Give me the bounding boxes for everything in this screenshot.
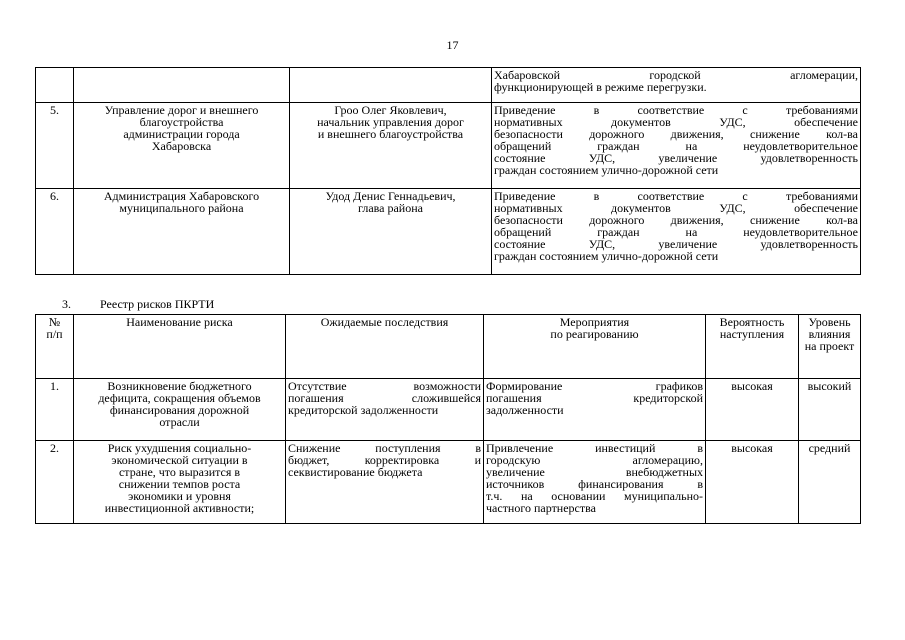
cell-line: нормативных документов УДС, обеспечение (494, 115, 858, 129)
organization-cell (74, 189, 290, 275)
organization-cell (74, 68, 290, 103)
cell-line: Управление дорог и внешнего (104, 103, 259, 117)
cell-line: увеличение внебюджетных (486, 465, 703, 479)
cell-line: Хабаровской городской агломерации, (494, 68, 858, 82)
section-heading (62, 298, 214, 310)
cell-line: финансирования дорожной (109, 403, 250, 417)
cell-line: погашения кредиторской (486, 391, 703, 405)
cell-line: Ожидаемые последствия (320, 315, 449, 329)
header-risk-name (74, 315, 286, 379)
cell-line: экономической ситуации в (111, 453, 248, 467)
cell-line: № (48, 315, 61, 329)
cell-line: обращений граждан на неудовлетворительное (494, 139, 858, 153)
cell-line: отрасли (159, 415, 200, 429)
cell-line: администрации города (123, 127, 240, 141)
tasks-cell (492, 103, 861, 189)
organization-cell (74, 103, 290, 189)
cell-line: секвистирование бюджета (288, 465, 423, 479)
cell-line: частного партнерства (486, 501, 596, 515)
cell-line: влияния (808, 327, 851, 341)
cell-line: Приведение в соответствие с требованиями (494, 189, 858, 203)
responsible-person-cell (290, 189, 492, 275)
probability-cell: высокая (706, 379, 799, 441)
risk-name-cell (74, 441, 286, 524)
cell-line: граждан состоянием улично-дорожной сети (494, 249, 719, 263)
cell-line: бюджет, корректировка и (288, 453, 481, 467)
cell-line: Привлечение инвестиций в (486, 441, 703, 455)
cell-line: дефицита, сокращения объемов (98, 391, 261, 405)
measures-cell (484, 441, 706, 524)
cell-line: Риск ухудшения социально- (107, 441, 252, 455)
cell-line: Наименование риска (126, 315, 233, 329)
responsible-person-cell (290, 103, 492, 189)
cell-line: городскую агломерацию, (486, 453, 703, 467)
cell-line: Приведение в соответствие с требованиями (494, 103, 858, 117)
cell-line: по реагированию (550, 327, 639, 341)
impact-cell: высокий (799, 379, 861, 441)
cell-line: Возникновение бюджетного (107, 379, 252, 393)
cell-line: нормативных документов УДС, обеспечение (494, 201, 858, 215)
cell-line: Уровень (808, 315, 851, 329)
table-row (36, 379, 861, 441)
cell-line: экономики и уровня (128, 489, 231, 503)
cell-line: благоустройства (139, 115, 224, 129)
cell-line: Хабаровска (151, 139, 212, 153)
participants-table (35, 67, 861, 275)
cell-line: т.ч. на основании муниципально- (486, 489, 703, 503)
cell-line: п/п (46, 327, 63, 341)
header-measures (484, 315, 706, 379)
cell-line: функционирующей в режиме перегрузки. (494, 80, 707, 94)
row-number: 5. (36, 103, 74, 189)
impact-cell: средний (799, 441, 861, 524)
cell-line: начальник управления дорог (317, 115, 464, 129)
cell-line: задолженности (486, 403, 564, 417)
cell-line: обращений граждан на неудовлетворительное (494, 225, 858, 239)
cell-line: Администрация Хабаровского (103, 189, 260, 203)
page-number: 17 (446, 38, 459, 52)
cell-line: Вероятность (719, 315, 785, 329)
row-number: 2. (36, 441, 74, 524)
section-number: 3. (62, 297, 71, 311)
row-number: 1. (36, 379, 74, 441)
row-number: 6. (36, 189, 74, 275)
cell-line: стране, что выразится в (118, 465, 241, 479)
cell-line: состояние УДС, увеличение удовлетворенность (494, 151, 858, 165)
cell-line: муниципального района (119, 201, 244, 215)
cell-line: наступления (719, 327, 785, 341)
cell-line: Формирование графиков (486, 379, 703, 393)
row-number (36, 68, 74, 103)
cell-line: безопасности дорожного движения, снижение кол-ва (494, 213, 858, 227)
tasks-cell (492, 189, 861, 275)
responsible-person-cell (290, 68, 492, 103)
header-consequences (286, 315, 484, 379)
cell-line: Отсутствие возможности (288, 379, 481, 393)
cell-line: граждан состоянием улично-дорожной сети (494, 163, 719, 177)
probability-cell: высокая (706, 441, 799, 524)
consequences-cell (286, 441, 484, 524)
cell-line: Снижение поступления в (288, 441, 481, 455)
consequences-cell (286, 379, 484, 441)
table-header-row (36, 315, 861, 379)
cell-line: снижении темпов роста (118, 477, 241, 491)
header-impact (799, 315, 861, 379)
cell-line: состояние УДС, увеличение удовлетворенность (494, 237, 858, 251)
table-row (36, 441, 861, 524)
cell-line: погашения сложившейся (288, 391, 481, 405)
table-row (36, 103, 861, 189)
risk-name-cell (74, 379, 286, 441)
cell-line: источников финансирования в (486, 477, 703, 491)
cell-line: кредиторской задолженности (288, 403, 439, 417)
cell-line: инвестиционной активности; (104, 501, 255, 515)
tasks-cell (492, 68, 861, 103)
header-probability (706, 315, 799, 379)
measures-cell (484, 379, 706, 441)
section-title: Реестр рисков ПКРТИ (100, 297, 215, 311)
cell-line: Гроо Олег Яковлевич, (334, 103, 447, 117)
cell-line: безопасности дорожного движения, снижение кол-ва (494, 127, 858, 141)
cell-line: и внешнего благоустройства (317, 127, 464, 141)
header-number (36, 315, 74, 379)
cell-line: Удод Денис Геннадьевич, (325, 189, 456, 203)
risk-register-table (35, 314, 861, 524)
cell-line: глава района (358, 201, 423, 215)
table-row (36, 189, 861, 275)
cell-line: на проект (804, 339, 855, 353)
cell-line: Мероприятия (559, 315, 630, 329)
table-row (36, 68, 861, 103)
